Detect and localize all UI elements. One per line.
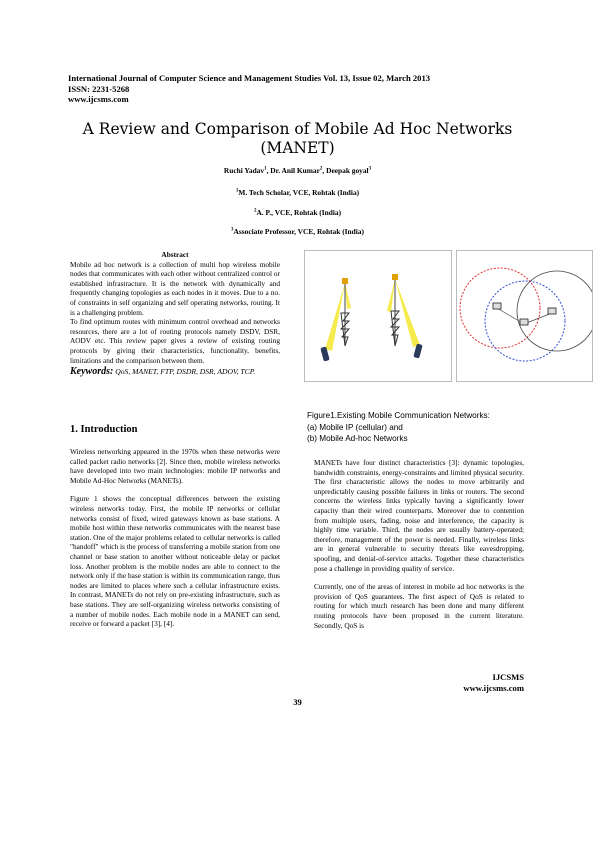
affiliation-3 <box>40 227 555 236</box>
page-number: 39 <box>293 697 302 707</box>
aff-1-text: M. Tech Scholar, VCE, Rohtak (India) <box>238 188 360 197</box>
aff-2-sup: 2 <box>253 208 257 214</box>
footer <box>400 672 524 694</box>
aff-2-text: A. P., VCE, Rohtak (India) <box>256 208 342 217</box>
intro-p2: Figure 1 shows the conceptual differences between the existing wireless networks today. First, the mobile IP networks or cellular networks consist of fixed, wired gateways known as base stations. A mobile host within these networks communicates with the nearest base station. One of the major problems related to cellular networks is called "handoff" which is the process of transferring a mobile station from one channel or base station to another without noticeable delay or packet loss. Another problem is the mobile nodes are able to connect to the network only if the base station is within its communication range, thus nodes are limited to places where such a cellular infrastructure exists. In contrast, MANETs do not rely on pre-existing infrastructure, such as base stations. They are self-organizing wireless networks consisting of a number of mobile nodes. Each mobile node in a MANET can send, receive or forward a packet [3], [4]. <box>70 494 280 629</box>
keywords <box>70 367 280 378</box>
laptop-icon <box>493 303 556 325</box>
figure-caption <box>307 410 547 445</box>
abstract-p1: Mobile ad hoc network is a collection of multi hop wireless mobile nodes that communicates with each other without centralized control or established infrastracture. It is the network with dynamically and frequently changing topologies as each nodes in it moves. Due to a no. of constraints in self organizing and self operating networks, routing. It is a challenging problem. <box>70 259 280 317</box>
author-1-sup: 1 <box>264 166 267 172</box>
beam-2 <box>387 279 420 347</box>
right-column-body <box>314 458 524 630</box>
footer-site: www.ijcsms.com <box>463 683 524 693</box>
author-2-sup: 2 <box>319 166 323 172</box>
journal-name: International Journal of Computer Science and Management Studies Vol. 13, Issue 02, March 2013 <box>68 73 431 83</box>
author-2: Dr. Anil Kumar <box>270 166 320 175</box>
title-line-2: (MANET) <box>260 139 335 157</box>
right-p1: MANETs have four distinct characteristics [3]: dynamic topologies, bandwidth constraints, energy-constraints and limited physical security. The first characteristic allows the nodes to move arbitrarily and unpredictably causing possible failures in links or routers. The second concerns the wireless links typically having a significantly lower capacity than their wired counterparts. Moreover due to contention from multiple users, fading, noise and interference, the capacity is highly time variable. Third, the nodes are usually battery-operated; therefore, management of the power is needed. Finally, wireless links are in general vulnerable to security threats like eavesdropping, spoofing, and denial-of-service attacks. Together these characteristics pose a challenge in providing quality of service. <box>314 458 524 573</box>
aff-3-sup: 3 <box>231 227 234 233</box>
tower-left <box>341 278 349 346</box>
aff-3-text: Associate Professor, VCE, Rohtak (India) <box>233 227 364 236</box>
caption-line-3: (b) Mobile Ad-hoc Networks <box>307 434 408 443</box>
paper-title <box>40 120 555 158</box>
journal-url: www.ijcsms.com <box>68 94 129 104</box>
affiliation-2 <box>40 208 555 217</box>
intro-heading: 1. Introduction <box>70 424 138 435</box>
title-line-1: A Review and Comparison of Mobile Ad Hoc Networks <box>82 120 513 138</box>
figure-adhoc-network <box>456 250 593 382</box>
journal-header <box>68 73 430 105</box>
mobile-phone-icon <box>320 343 422 361</box>
intro-body <box>70 447 280 629</box>
caption-line-1: Figure1.Existing Mobile Communication Networks: <box>307 411 490 420</box>
issn: ISSN: 2231-5268 <box>68 83 130 94</box>
abstract-heading: Abstract <box>161 250 189 259</box>
author-3-sup: 3 <box>368 166 372 172</box>
keywords-label: Keywords: <box>70 366 114 378</box>
intro-p1: Wireless networking appeared in the 1970s when these networks were called packet radio networks [2]. Since then, mobile wireless networks have developed into two main technologies: mobile IP networks and Mobile Ad-Hoc Networks (MANETs). <box>70 447 280 485</box>
keywords-text: QoS, MANET, FTP, DSDR, DSR, ADOV, TCP. <box>113 367 256 377</box>
caption-line-2: (a) Mobile IP (cellular) and <box>307 422 403 432</box>
figure-cellular-network <box>304 250 452 382</box>
author-1: Ruchi Yadav <box>223 166 265 175</box>
author-3: Deepak goyal <box>326 166 369 175</box>
tower-right <box>391 274 399 346</box>
footer-org: IJCSMS <box>492 672 524 682</box>
aff-1-sup: 1 <box>235 188 239 194</box>
abstract-p2: To find optimum routes with minimum control overhead and networks resources, there are a lot of routing protocols namely DSDV, DSR, AODV etc. This review paper gives a review of existing routing protocols by giving their characteristics, functionality, benefits, limitations and the comparison between them. <box>70 317 280 365</box>
right-p2: Currently, one of the areas of interest in mobile ad hoc networks is the provision of QoS guarantees. The first aspect of QoS is related to routing for which much research has been done and many different routing protocols have been proposed in the current literature. Secondly, QoS is <box>314 582 524 630</box>
authors: Ruchi Yadav$^1$, Dr. Anil Kumar$^2$, Deepak goyal$^3$ <box>223 166 372 175</box>
affiliation-1 <box>40 188 555 197</box>
abstract-section <box>70 250 280 378</box>
